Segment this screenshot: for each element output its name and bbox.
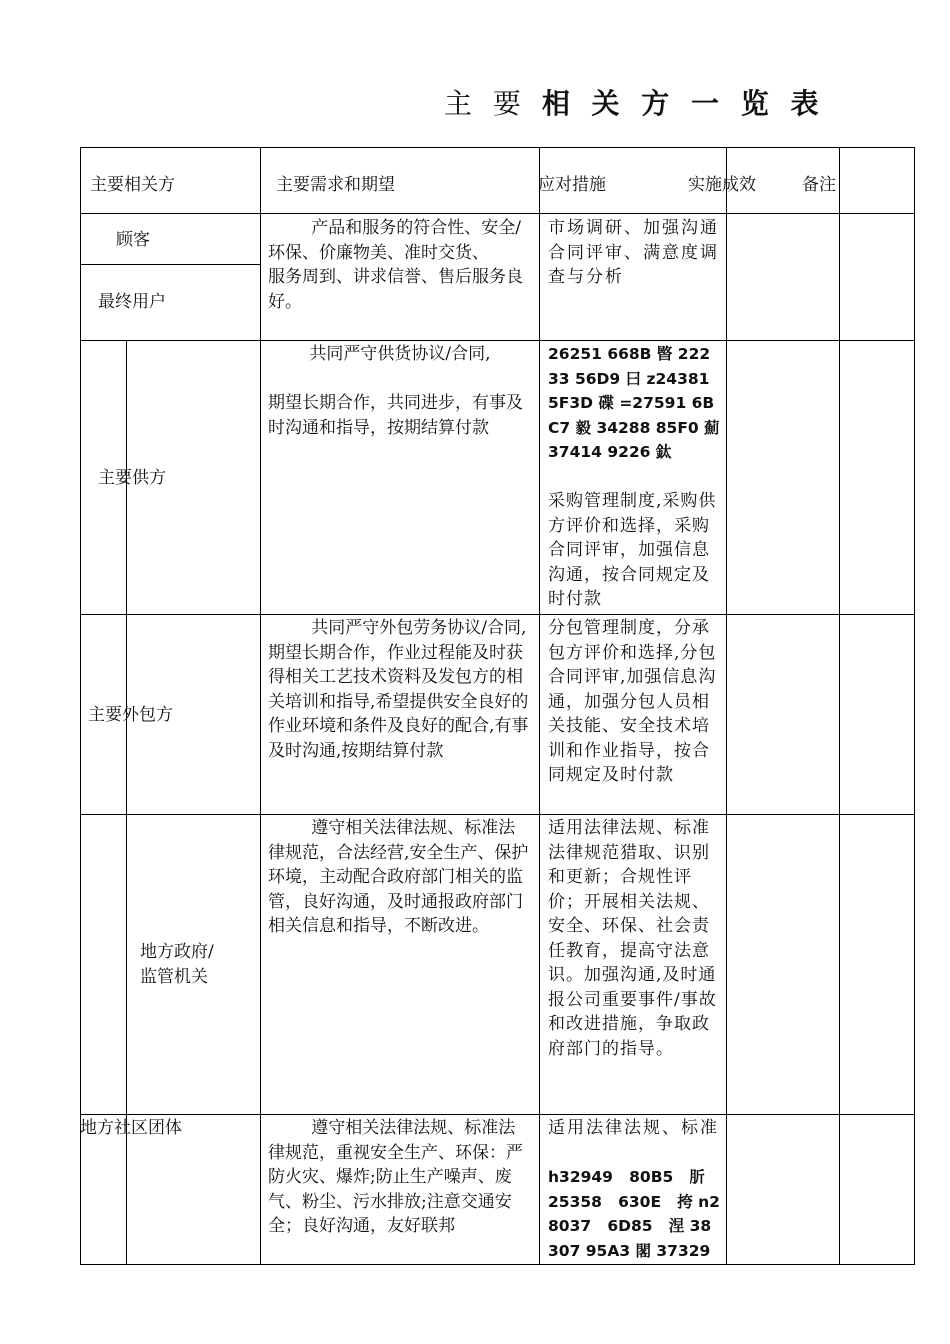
needs-supplier-line1: 共同严守供货协议/合同,: [309, 344, 491, 364]
header-measures: 应对措施: [538, 175, 606, 195]
party-community: 地方社区团体: [80, 1118, 182, 1138]
party-government: 地方政府/ 监管机关: [140, 942, 214, 987]
measures-supplier-code: 26251 668B 暋 22233 56D9 曰 z24381 5F3D 碟 =27591 6BC7 毅 34288 85F0 薊 37414 9226 鈦: [548, 345, 726, 461]
measures-government: 适用法律法规、标准 法律规范猎取、识别和更新；合规性评价；开展相关法规、安全、环保、社会责任教育，提高守法意识。加强沟通,及时通报公司重要事件/事故和改进措施，争取政府部门的指导。: [548, 818, 717, 1059]
header-result: 实施成效: [688, 175, 756, 195]
header-needs: 主要需求和期望: [276, 175, 395, 195]
needs-government: 遵守相关法律法规、标准法律规范，合法经营,安全生产、保护环境，主动配合政府部门相关的监管，良好沟通，及时通报政府部门相关信息和指导，不断改进。: [268, 818, 529, 936]
needs-customer: 产品和服务的符合性、安全/环保、价廉物美、准时交货、 服务周到、讲求信誉、售后服务良好。: [268, 218, 523, 312]
needs-outsourcer: 共同严守外包劳务协议/合同,期望长期合作，作业过程能及时获得相关工艺技术资料及发包方的相关培训和指导,希望提供安全良好的作业环境和条件及良好的配合,有事及时沟通,按期结算付款: [268, 618, 529, 761]
header-party: 主要相关方: [90, 175, 175, 195]
measures-customer: 市场调研、加强沟通 合同评审、满意度调查与分析: [548, 218, 719, 287]
page-title: 主 要 相 关 方 一 览 表: [444, 87, 825, 120]
measures-outsourcer: 分包管理制度，分承包方评价和选择,分包合同评审,加强信息沟通，加强分包人员相关技能、安全技术培训和作业指导，按合同规定及时付款: [548, 618, 717, 785]
needs-community: 遵守相关法律法规、标准法律规范，重视安全生产、环保：严防火灾、爆炸;防止生产噪声、废气、粉尘、污水排放;注意交通安全；良好沟通，友好联邦: [268, 1118, 523, 1236]
party-supplier: 主要供方: [98, 468, 166, 488]
party-outsourcer: 主要外包方: [88, 705, 173, 725]
measures-supplier: 采购管理制度,采购供方评价和选择，采购合同评审，加强信息沟通，按合同规定及时付款: [548, 491, 717, 609]
measures-community-code: h32949 80B5 肵 25358 630E 挎 n28037 6D85 涅 38307 95A3 閣 37329: [548, 1168, 720, 1260]
party-end-user: 最终用户: [98, 292, 166, 312]
needs-supplier: 期望长期合作，共同进步，有事及时沟通和指导，按期结算付款: [268, 393, 523, 438]
measures-community-line1: 适用法律法规、标准: [548, 1118, 719, 1138]
party-customer: 顾客: [116, 230, 150, 250]
header-remarks: 备注: [802, 175, 836, 195]
